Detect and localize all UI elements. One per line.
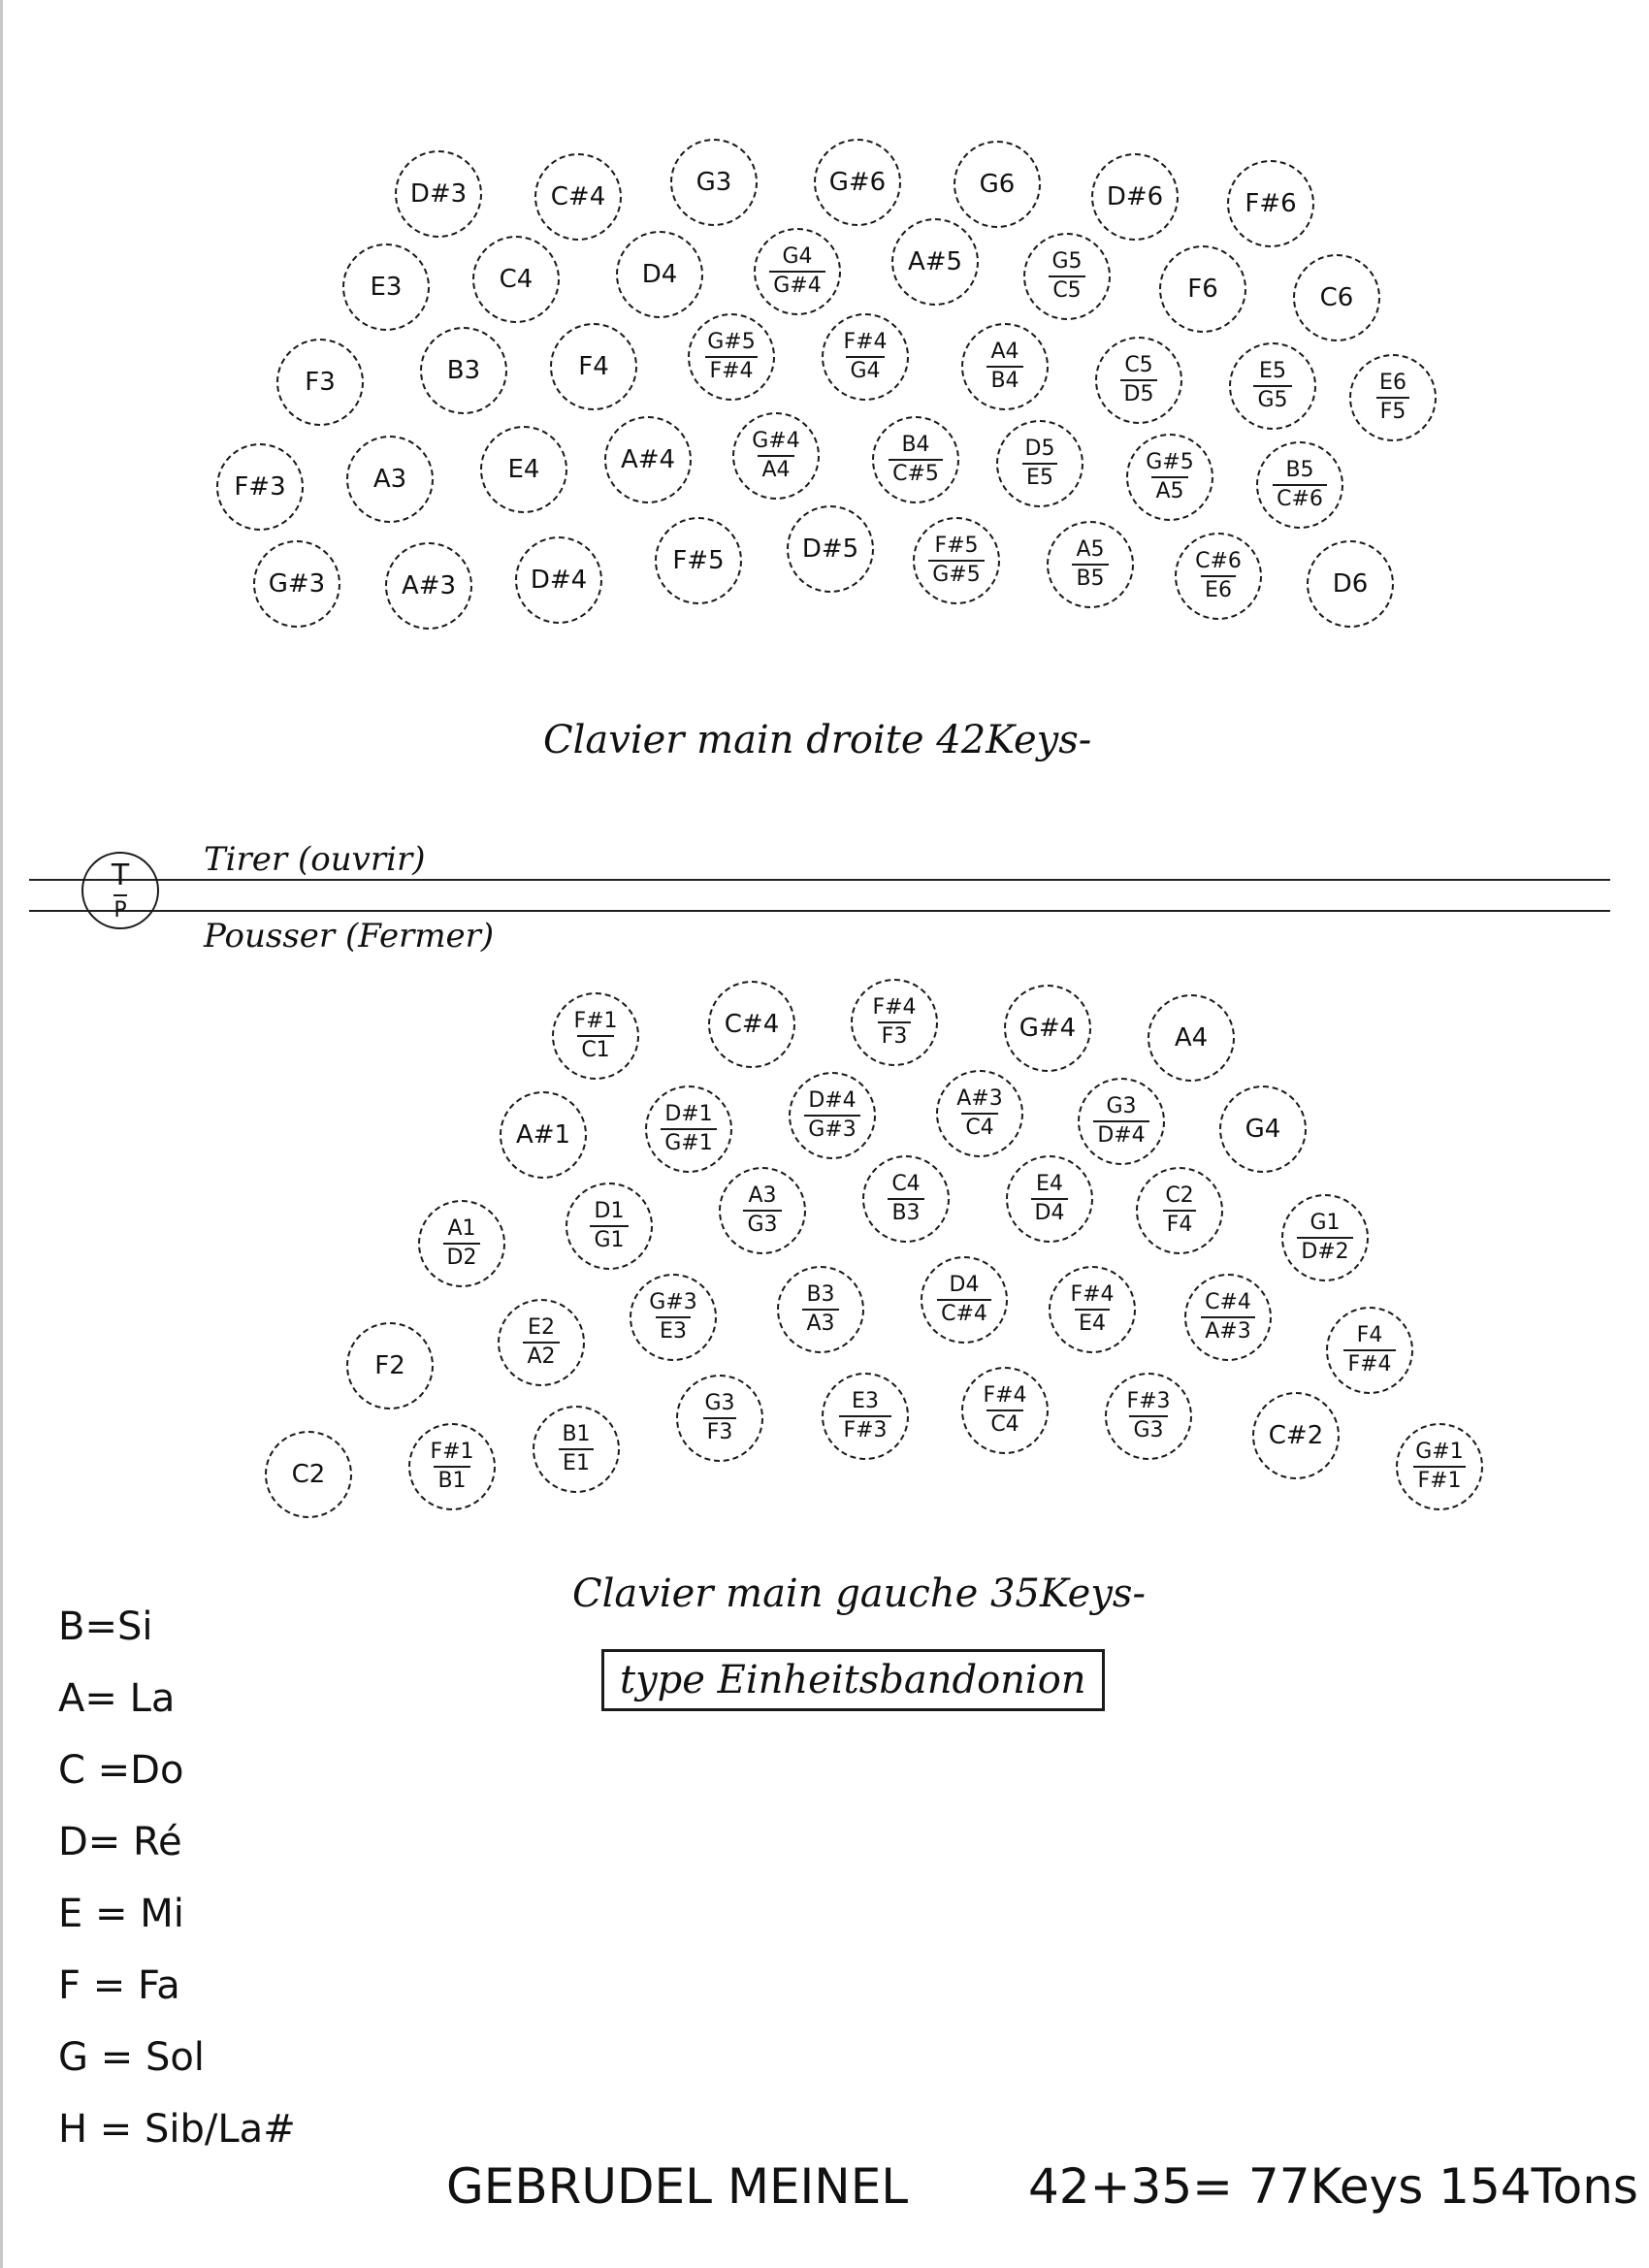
note-label-pull: A#4: [620, 445, 676, 474]
maker-label: GEBRUDEL MEINEL: [446, 2158, 909, 2215]
note-label-push: G3: [743, 1210, 781, 1236]
key-count-total: 42+35= 77Keys 154Tons: [1028, 2158, 1638, 2215]
note-button: [1307, 540, 1394, 628]
note-name-item: D= Ré: [58, 1820, 182, 1864]
note-label-pull: F#1: [430, 1440, 474, 1464]
note-label-pull: D#5: [801, 535, 859, 564]
note-label-pull: G3: [1106, 1094, 1137, 1118]
note-button: [814, 139, 901, 226]
note-label-push: F3: [878, 1021, 912, 1048]
note-name-item: H = Sib/La#: [58, 2107, 296, 2152]
note-label-push: C1: [577, 1035, 613, 1061]
dual-note-button: [777, 1266, 864, 1353]
note-button: [1293, 254, 1380, 341]
note-label-pull: F6: [1187, 275, 1218, 304]
note-label-push: E1: [559, 1448, 594, 1474]
dual-note-button: [1184, 1274, 1272, 1361]
dual-note-button: [1078, 1078, 1165, 1165]
note-button: [276, 339, 364, 426]
dual-note-button: [645, 1085, 732, 1173]
note-label-pull: D6: [1332, 569, 1369, 599]
dual-note-button: [789, 1072, 876, 1159]
note-label-pull: G#4: [1018, 1014, 1077, 1043]
note-label-pull: D#1: [664, 1102, 713, 1126]
note-label-push: G#4: [769, 271, 824, 297]
note-label-push: E4: [1075, 1309, 1110, 1335]
note-button: [515, 536, 602, 624]
note-label-pull: G4: [782, 244, 813, 269]
note-button: [480, 426, 567, 513]
dual-note-button: [1349, 354, 1437, 441]
note-label-pull: B4: [901, 433, 930, 457]
note-name-item: F = Fa: [58, 1963, 180, 2008]
dual-note-button: [1049, 1266, 1136, 1353]
note-label-push: E3: [656, 1316, 691, 1343]
note-name-item: G = Sol: [58, 2035, 205, 2080]
note-label-push: C5: [1049, 275, 1084, 302]
dual-note-button: [961, 1367, 1049, 1454]
note-label-push: D#2: [1297, 1237, 1352, 1263]
note-label-push: D#4: [1093, 1120, 1148, 1147]
note-button: [1219, 1085, 1307, 1173]
note-button: [472, 236, 560, 323]
note-label-pull: F2: [374, 1351, 405, 1380]
dual-note-button: [630, 1274, 717, 1361]
note-label-pull: F4: [1356, 1323, 1383, 1347]
note-label-pull: C#4: [1205, 1290, 1251, 1314]
note-label-push: F#1: [1413, 1466, 1465, 1492]
dual-note-button: [533, 1406, 620, 1493]
note-label-pull: A5: [1076, 537, 1105, 562]
note-button: [342, 243, 430, 331]
note-label-push: F5: [1376, 397, 1410, 423]
note-label-pull: A4: [990, 340, 1019, 364]
note-button: [670, 139, 758, 226]
dual-note-button: [408, 1423, 496, 1510]
note-label-push: F3: [703, 1417, 737, 1443]
note-label-pull: B1: [562, 1422, 591, 1446]
left-hand-caption: Clavier main gauche 35Keys-: [572, 1571, 1146, 1616]
note-label-pull: D#4: [530, 566, 588, 595]
note-button: [385, 542, 472, 630]
note-label-pull: C4: [891, 1172, 921, 1196]
note-button: [420, 327, 507, 414]
note-label-pull: F#1: [573, 1009, 618, 1033]
note-label-push: C4: [986, 1409, 1022, 1436]
note-label-pull: F#3: [1126, 1389, 1171, 1413]
note-label-push: A3: [802, 1309, 838, 1335]
note-name-item: E = Mi: [58, 1892, 184, 1936]
note-button: [787, 505, 874, 593]
note-label-pull: B3: [806, 1282, 835, 1307]
note-label-push: E5: [1022, 463, 1057, 489]
note-button: [655, 517, 742, 604]
note-label-pull: E3: [370, 273, 403, 302]
note-button: [954, 141, 1041, 228]
note-label-pull: C#6: [1195, 549, 1242, 573]
note-label-pull: B3: [446, 356, 481, 385]
note-button: [1004, 985, 1091, 1072]
dual-note-button: [936, 1070, 1023, 1157]
note-label-push: D2: [443, 1243, 481, 1269]
note-label-pull: C2: [291, 1460, 326, 1489]
note-label-pull: G#4: [752, 429, 800, 453]
note-label-push: A2: [523, 1342, 559, 1368]
dual-note-button: [921, 1256, 1008, 1344]
note-label-pull: G#3: [649, 1290, 697, 1314]
note-label-push: G#3: [804, 1115, 859, 1141]
dual-note-button: [719, 1167, 806, 1254]
right-hand-caption: Clavier main droite 42Keys-: [543, 718, 1092, 762]
note-label-pull: G1: [1310, 1211, 1341, 1235]
note-button: [346, 436, 434, 523]
legend-pull-text: Tirer (ouvrir): [204, 840, 426, 879]
dual-note-button: [1006, 1155, 1093, 1243]
note-label-pull: D#3: [409, 179, 468, 209]
note-label-push: B3: [888, 1198, 923, 1224]
note-label-pull: D#4: [808, 1088, 857, 1113]
note-label-pull: G3: [695, 168, 732, 197]
note-button: [616, 231, 703, 318]
note-label-pull: F#4: [983, 1383, 1027, 1408]
note-label-push: B5: [1072, 564, 1108, 590]
note-label-pull: A#1: [515, 1120, 571, 1150]
dual-note-button: [822, 313, 909, 401]
dual-note-button: [418, 1200, 505, 1287]
note-button: [1227, 160, 1314, 247]
note-label-pull: C2: [1165, 1183, 1194, 1208]
note-label-pull: G5: [1051, 249, 1083, 274]
note-label-pull: A#3: [956, 1086, 1003, 1111]
note-label-push: A4: [758, 455, 793, 481]
note-label-push: F#4: [1343, 1349, 1395, 1376]
note-label-push: E6: [1201, 575, 1236, 601]
note-label-pull: F#4: [843, 330, 888, 354]
note-label-push: A5: [1151, 476, 1187, 502]
note-label-pull: A4: [1174, 1023, 1209, 1053]
note-label-push: C#6: [1273, 484, 1327, 510]
note-label-pull: F#5: [934, 534, 979, 558]
note-button: [1148, 994, 1235, 1082]
note-button: [534, 153, 622, 241]
note-label-pull: F#6: [1245, 189, 1297, 218]
note-label-push: F#3: [839, 1415, 890, 1442]
dual-note-button: [1175, 533, 1262, 620]
note-label-pull: E3: [852, 1389, 879, 1413]
note-label-pull: A#5: [907, 247, 963, 276]
note-label-push: F#4: [705, 356, 757, 382]
dual-note-button: [961, 323, 1049, 410]
note-button: [604, 416, 692, 503]
dual-note-button: [566, 1183, 653, 1270]
note-button: [550, 323, 637, 410]
note-label-push: D4: [1031, 1198, 1069, 1224]
dual-note-button: [552, 992, 639, 1080]
legend-key-top: T: [111, 859, 130, 892]
divider-line-top: [29, 879, 1610, 881]
note-label-pull: G#5: [1146, 450, 1194, 474]
dual-note-button: [1326, 1307, 1413, 1394]
dual-note-button: [1023, 233, 1111, 320]
dual-note-button: [1105, 1373, 1192, 1460]
keyboard-type-box: type Einheitsbandonion: [601, 1649, 1105, 1711]
note-button: [1159, 245, 1246, 333]
dual-note-button: [1396, 1423, 1483, 1510]
note-label-pull: E4: [1036, 1172, 1063, 1196]
note-button: [1091, 153, 1179, 241]
note-label-push: B1: [434, 1466, 469, 1492]
note-button: [216, 443, 304, 531]
note-label-pull: G#3: [268, 569, 326, 599]
note-label-push: G3: [1129, 1415, 1167, 1442]
note-label-pull: E4: [507, 455, 540, 484]
dual-note-button: [688, 313, 775, 401]
divider-line-bottom: [29, 910, 1610, 912]
note-label-pull: G3: [704, 1391, 735, 1415]
dual-note-button: [1095, 337, 1182, 424]
note-label-pull: A3: [748, 1183, 777, 1208]
note-label-pull: E5: [1259, 359, 1286, 383]
note-label-pull: D4: [949, 1273, 980, 1297]
dual-note-button: [732, 412, 820, 500]
dual-note-button: [1126, 434, 1213, 521]
note-button: [1252, 1392, 1340, 1479]
note-button: [346, 1322, 434, 1409]
note-label-pull: E6: [1379, 371, 1406, 395]
legend-key-symbol: [81, 852, 159, 929]
note-label-pull: A#3: [401, 571, 457, 600]
note-label-pull: C6: [1319, 283, 1354, 312]
note-label-pull: F#5: [672, 546, 725, 575]
note-label-pull: A1: [447, 1216, 476, 1241]
legend-key-bottom: P: [113, 894, 126, 923]
note-label-push: A#3: [1201, 1316, 1254, 1343]
note-label-pull: D#6: [1106, 182, 1164, 211]
note-label-pull: F#4: [872, 995, 917, 1020]
note-label-push: G#5: [928, 560, 984, 586]
dual-note-button: [913, 517, 1000, 604]
note-label-push: G5: [1253, 385, 1291, 411]
note-button: [500, 1091, 587, 1179]
dual-note-button: [1047, 521, 1134, 608]
note-label-push: G#1: [661, 1128, 716, 1154]
note-button: [708, 981, 795, 1068]
note-button: [395, 150, 482, 238]
dual-note-button: [872, 416, 959, 503]
note-label-pull: C#2: [1268, 1421, 1324, 1450]
note-label-pull: A3: [372, 465, 407, 494]
note-label-pull: C4: [499, 265, 534, 294]
note-label-push: G4: [846, 356, 884, 382]
note-label-push: C#5: [889, 459, 943, 485]
note-label-pull: G#1: [1415, 1440, 1464, 1464]
note-label-push: C#4: [937, 1299, 991, 1325]
note-label-push: C4: [961, 1113, 997, 1139]
note-label-pull: D4: [641, 260, 678, 289]
note-label-push: G1: [590, 1225, 628, 1251]
note-label-pull: F4: [578, 352, 609, 381]
dual-note-button: [1229, 342, 1316, 430]
note-label-pull: G6: [979, 170, 1016, 199]
note-label-pull: G#5: [707, 330, 756, 354]
note-label-pull: G4: [1245, 1115, 1281, 1144]
dual-note-button: [754, 228, 841, 315]
note-label-pull: C#4: [724, 1010, 780, 1039]
dual-note-button: [1281, 1194, 1369, 1281]
legend-push-text: Pousser (Fermer): [204, 917, 495, 956]
note-button: [265, 1431, 352, 1518]
dual-note-button: [676, 1375, 763, 1462]
note-name-item: B=Si: [58, 1604, 153, 1649]
note-label-push: F4: [1163, 1210, 1197, 1236]
dual-note-button: [1256, 441, 1343, 529]
dual-note-button: [822, 1373, 909, 1460]
note-label-pull: D5: [1024, 437, 1055, 461]
note-label-pull: D1: [594, 1199, 625, 1223]
note-label-pull: F3: [305, 368, 336, 397]
note-label-push: D5: [1120, 379, 1158, 405]
note-name-list: [58, 1591, 296, 2165]
note-label-pull: B5: [1285, 458, 1314, 482]
dual-note-button: [996, 420, 1083, 507]
dual-note-button: [862, 1155, 950, 1243]
dual-note-button: [851, 979, 938, 1066]
note-label-pull: F#3: [234, 472, 286, 502]
note-name-item: C =Do: [58, 1748, 184, 1793]
note-label-pull: G#6: [828, 168, 887, 197]
note-label-pull: C#4: [550, 182, 606, 211]
note-label-pull: E2: [528, 1315, 555, 1340]
note-label-pull: F#4: [1070, 1282, 1115, 1307]
dual-note-button: [1136, 1167, 1223, 1254]
note-button: [891, 218, 979, 306]
note-label-push: B4: [986, 366, 1022, 392]
dual-note-button: [498, 1299, 585, 1386]
note-name-item: A= La: [58, 1676, 176, 1721]
note-label-pull: C5: [1124, 353, 1153, 377]
note-button: [253, 540, 340, 628]
